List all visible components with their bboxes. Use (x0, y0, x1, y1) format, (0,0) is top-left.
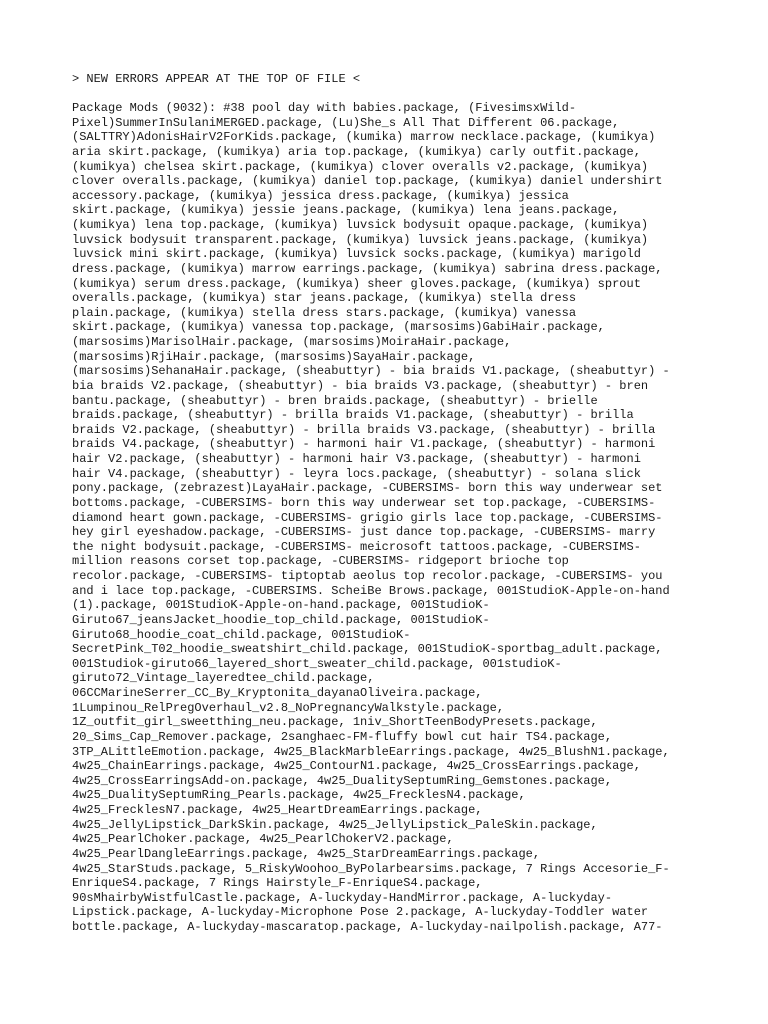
document-line: Giruto67_jeansJacket_hoodie_top_child.package, 001StudioK- (72, 612, 490, 627)
document-line: 4w25_CrossEarringsAdd-on.package, 4w25_DualitySeptumRing_Gemstones.package, (72, 773, 613, 788)
document-line: bia braids V2.package, (sheabuttyr) - bia braids V3.package, (sheabuttyr) - bren (72, 378, 649, 393)
document-line: the night bodysuit.package, -CUBERSIMS- meicrosoft tattoos.package, -CUBERSIMS- (72, 539, 641, 554)
document-line: giruto72_Vintage_layeredtee_child.package, (72, 671, 375, 686)
document-line: diamond heart gown.package, -CUBERSIMS- grigio girls lace top.package, -CUBERSIMS- (72, 510, 663, 525)
document-line: skirt.package, (kumikya) vanessa top.package, (marsosims)GabiHair.package, (72, 320, 605, 335)
document-line: (marsosims)SehanaHair.package, (sheabuttyr) - bia braids V1.package, (sheabuttyr) - (72, 364, 670, 379)
document-line: pony.package, (zebrazest)LayaHair.package, -CUBERSIMS- born this way underwear set (72, 481, 663, 496)
document-line: bottle.package, A-luckyday-mascaratop.package, A-luckyday-nailpolish.package, A77- (72, 920, 663, 934)
document-line: and i lace top.package, -CUBERSIMS. ScheiBe Brows.package, 001StudioK-Apple-on-hand (72, 583, 670, 598)
document-line: 4w25_ChainEarrings.package, 4w25_ContourN1.package, 4w25_CrossEarrings.package, (72, 759, 641, 774)
document-line: braids V4.package, (sheabuttyr) - harmoni hair V1.package, (sheabuttyr) - harmoni (72, 437, 656, 452)
document-line: 3TP_ALittleEmotion.package, 4w25_BlackMarbleEarrings.package, 4w25_BlushN1.package, (72, 744, 670, 759)
document-line: luvsick mini skirt.package, (kumikya) luvsick socks.package, (kumikya) marigold (72, 247, 641, 262)
document-line: 4w25_FrecklesN7.package, 4w25_HeartDreamEarrings.package, (72, 803, 483, 817)
document-line: Package Mods (9032): #38 pool day with babies.package, (FivesimsxWild- (72, 101, 577, 115)
document-line: 4w25_PearlChoker.package, 4w25_PearlChokerV2.package, (72, 832, 454, 847)
document-line: plain.package, (kumikya) stella dress stars.package, (kumikya) vanessa (72, 305, 577, 320)
document-line: 4w25_DualitySeptumRing_Pearls.package, 4w25_FrecklesN4.package, (72, 788, 526, 803)
error-header: > NEW ERRORS APPEAR AT THE TOP OF FILE < (72, 72, 361, 86)
document-line: 1Lumpinou_RelPregOverhaul_v2.8_NoPregnancyWalkstyle.package, (72, 700, 505, 715)
document-line: (marsosims)MarisolHair.package, (marsosims)MoiraHair.package, (72, 335, 512, 349)
document-line: Lipstick.package, A-luckyday-Microphone Pose 2.package, A-luckyday-Toddler water (72, 905, 649, 920)
document-line: 4w25_PearlDangleEarrings.package, 4w25_StarDreamEarrings.package, (72, 846, 541, 861)
document-line: accessory.package, (kumikya) jessica dress.package, (kumikya) jessica (72, 188, 569, 203)
document-line: (1).package, 001StudioK-Apple-on-hand.package, 001StudioK- (72, 598, 490, 613)
document-line: 4w25_JellyLipstick_DarkSkin.package, 4w25_JellyLipstick_PaleSkin.package, (72, 817, 598, 832)
document-line: braids V2.package, (sheabuttyr) - brilla braids V3.package, (sheabuttyr) - brilla (72, 422, 656, 437)
document-line: (marsosims)RjiHair.package, (marsosims)SayaHair.package, (72, 349, 476, 364)
document-line: (kumikya) chelsea skirt.package, (kumikya) clover overalls v2.package, (kumikya) (72, 159, 649, 174)
document-line: Giruto68_hoodie_coat_child.package, 001StudioK- (72, 627, 411, 642)
document-line: 1Z_outfit_girl_sweetthing_neu.package, 1niv_ShortTeenBodyPresets.package, (72, 715, 598, 730)
document-line: recolor.package, -CUBERSIMS- tiptoptab aeolus top recolor.package, -CUBERSIMS- you (72, 569, 663, 583)
document-line: million reasons corset top.package, -CUBERSIMS- ridgeport brioche top (72, 554, 569, 569)
document-line: hey girl eyeshadow.package, -CUBERSIMS- just dance top.package, -CUBERSIMS- marry (72, 525, 656, 540)
document-line: SecretPink_T02_hoodie_sweatshirt_child.package, 001StudioK-sportbag_adult.package, (72, 642, 663, 657)
document-line: 001Studiok-giruto66_layered_short_sweater_child.package, 001studioK- (72, 656, 562, 671)
package-list-text (72, 101, 670, 935)
document-line: (kumikya) lena top.package, (kumikya) luvsick bodysuit opaque.package, (kumikya) (72, 218, 649, 232)
document-line: 20_Sims_Cap_Remover.package, 2sanghaec-FM-fluffy bowl cut hair TS4.package, (72, 729, 613, 744)
document-line: luvsick bodysuit transparent.package, (kumikya) luvsick jeans.package, (kumikya) (72, 232, 649, 247)
document-line: bottoms.package, -CUBERSIMS- born this way underwear set top.package, -CUBERSIMS- (72, 495, 656, 510)
document-line: dress.package, (kumikya) marrow earrings.package, (kumikya) sabrina dress.package, (72, 261, 663, 276)
document-line: bantu.package, (sheabuttyr) - bren braids.package, (sheabuttyr) - brielle (72, 393, 598, 408)
document-line: hair V2.package, (sheabuttyr) - harmoni hair V3.package, (sheabuttyr) - harmoni (72, 452, 641, 466)
document-line: hair V4.package, (sheabuttyr) - leyra locs.package, (sheabuttyr) - solana slick (72, 466, 641, 481)
document-line: Pixel)SummerInSulaniMERGED.package, (Lu)She_s All That Different 06.package, (72, 115, 620, 130)
document-line: aria skirt.package, (kumikya) aria top.package, (kumikya) carly outfit.package, (72, 144, 641, 159)
document-line: 4w25_StarStuds.package, 5_RiskyWoohoo_ByPolarbearsims.package, 7 Rings Accesorie_F- (72, 861, 670, 876)
document-line: braids.package, (sheabuttyr) - brilla braids V1.package, (sheabuttyr) - brilla (72, 408, 634, 423)
document-line: overalls.package, (kumikya) star jeans.package, (kumikya) stella dress (72, 291, 577, 306)
document-line: (SALTTRY)AdonisHairV2ForKids.package, (kumika) marrow necklace.package, (kumikya) (72, 130, 656, 145)
document-line: 06CCMarineSerrer_CC_By_Kryptonita_dayanaOliveira.package, (72, 686, 483, 700)
document-line: (kumikya) serum dress.package, (kumikya) sheer gloves.package, (kumikya) sprout (72, 276, 641, 291)
document-line: skirt.package, (kumikya) jessie jeans.package, (kumikya) lena jeans.package, (72, 203, 620, 218)
document-line: clover overalls.package, (kumikya) daniel top.package, (kumikya) daniel undershirt (72, 174, 663, 189)
document-line: EnriqueS4.package, 7 Rings Hairstyle_F-EnriqueS4.package, (72, 876, 483, 891)
document-line: 90sMhairbyWistfulCastle.package, A-luckyday-HandMirror.package, A-luckyday- (72, 890, 613, 905)
